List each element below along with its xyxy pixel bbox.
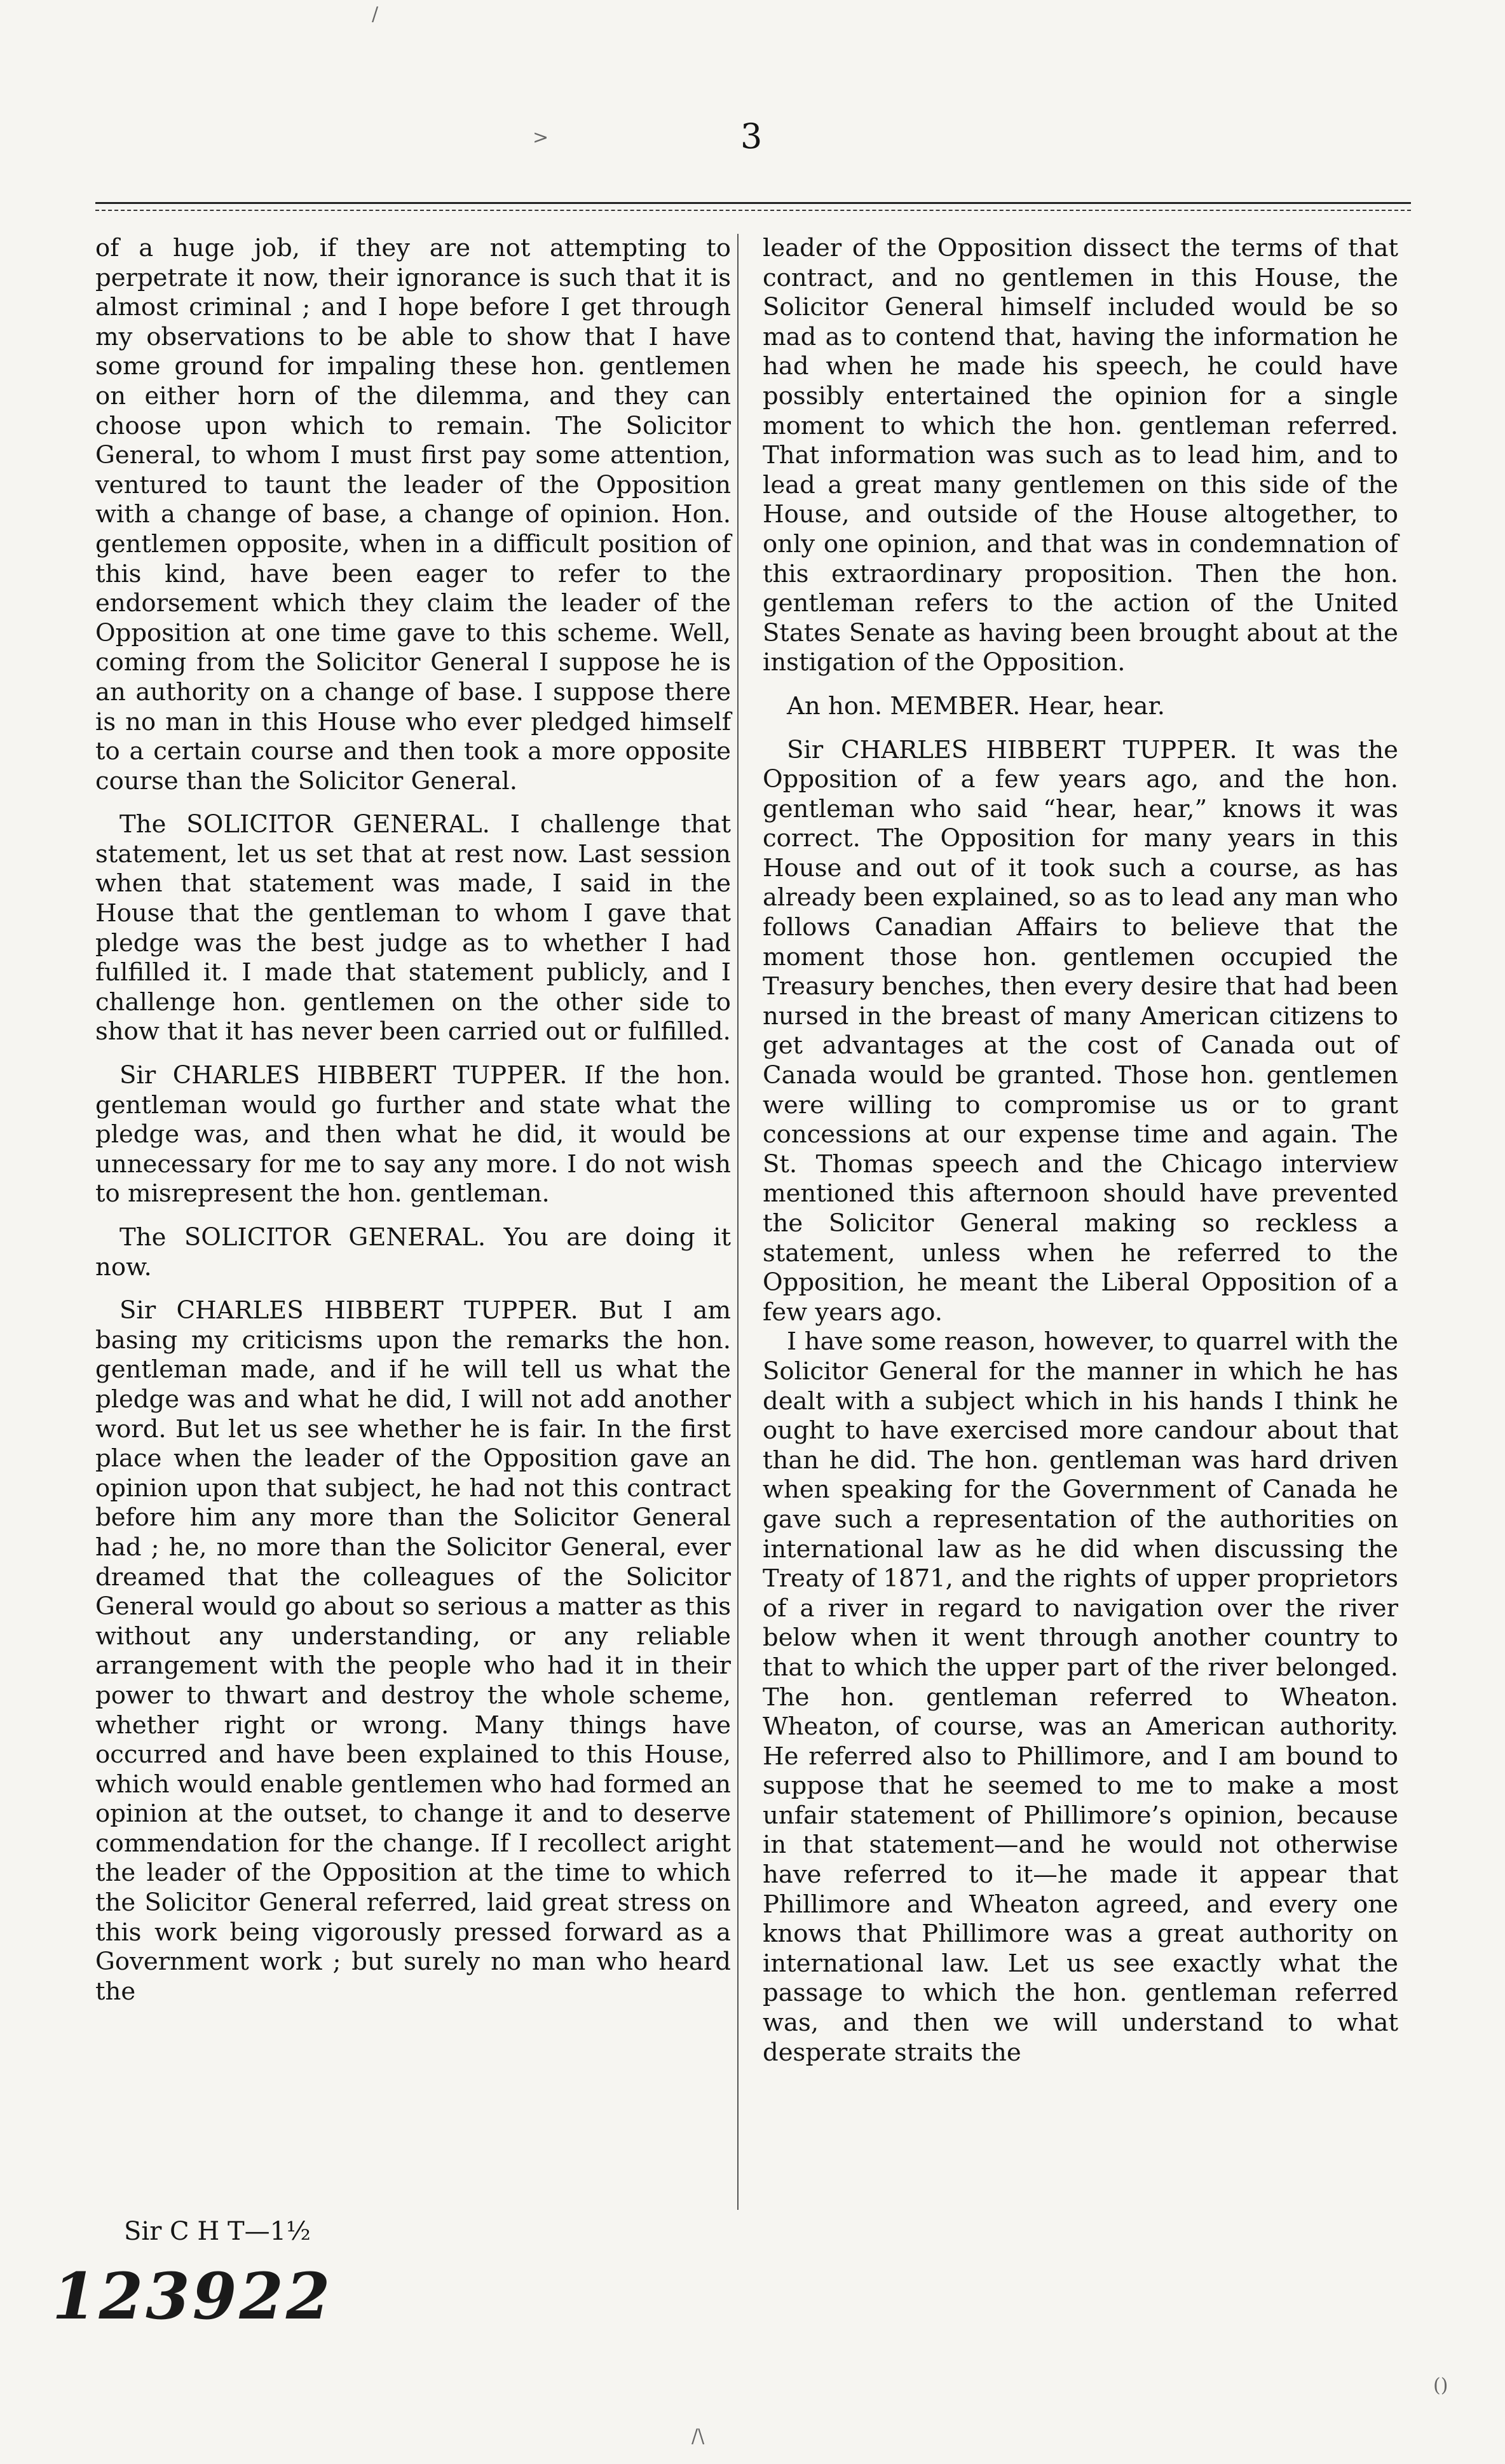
- paragraph: I have some reason, however, to quarrel with the Solicitor General for the manner in which he has dealt with a subject which in his hands I think he ought to have exercised more candour about that than he did. The hon. gentleman was hard driven when speaking for the Government of Canada he gave such a representation of the authorities on international law as he did when discussing the Treaty of 1871, and the rights of upper proprietors of a river in regard to navigation over the river below when it went through another country to that to which the upper part of the river belonged. The hon. gentleman referred to Wheaton. Wheaton, of course, was an American authority. He referred also to Phillimore, and I am bound to suppose that he seemed to me to make a most unfair statement of Phillimore’s opinion, because in that statement—and he would not otherwise have referred to it—he made it appear that Phillimore and Wheaton agreed, and every one knows that Phillimore was a great authority on international law. Let us see exactly what the passage to which the hon. gentleman referred was, and then we will understand to what desperate straits the: [763, 1327, 1398, 2067]
- paragraph: The SOLICITOR GENERAL. You are doing it now.: [95, 1223, 731, 1282]
- paragraph: The SOLICITOR GENERAL. I challenge that statement, let us set that at rest now. Last session when that statement was made, I said in the House that the gentleman to whom I gave that pledge was the best judge as to whether I had fulfilled it. I made that statement publicly, and I challenge hon. gentlemen on the other side to show that it has never been carried out or fulfilled.: [95, 810, 731, 1046]
- header-rule-dashed: [95, 210, 1411, 211]
- scan-mark: /: [372, 3, 379, 25]
- header-rule: [95, 202, 1411, 204]
- paragraph: Sir CHARLES HIBBERT TUPPER. But I am basing my criticisms upon the remarks the hon. gentleman made, and if he will tell us what the pledge was and what he did, I will not add another word. But let us see whether he is fair. In the first place when the leader of the Opposition gave an opinion upon that subject, he had not this contract before him any more than the Solicitor General had ; he, no more than the Solicitor General, ever dreamed that the colleagues of the Solicitor General would go about so serious a matter as this without any understanding, or any reliable arrangement with the people who had it in their power to thwart and destroy the whole scheme, whether right or wrong. Many things have occurred and have been explained to this House, which would enable gentlemen who had formed an opinion at the outset, to change it and to deserve commendation for the change. If I recollect aright the leader of the Opposition at the time to which the Solicitor General referred, laid great stress on this work being vigorously pressed forward as a Government work ; but surely no man who heard the: [95, 1296, 731, 2006]
- signature-mark: Sir C H T—1½: [124, 2217, 311, 2246]
- right-column: [763, 234, 1398, 2068]
- scan-mark: /\: [691, 2425, 705, 2447]
- stamp-number: 123922: [52, 2259, 333, 2334]
- paragraph: leader of the Opposition dissect the terms of that contract, and no gentlemen in this House, the Solicitor General himself included would be so mad as to contend that, having the information he had when he made his speech, he could have possibly entertained the opinion for a single moment to which the hon. gentleman referred. That information was such as to lead him, and to lead a great many gentlemen on this side of the House, and outside of the House altogether, to only one opinion, and that was in condemnation of this extraordinary proposition. Then the hon. gentleman refers to the action of the United States Senate as having been brought about at the instigation of the Opposition.: [763, 234, 1398, 677]
- column-divider: [737, 234, 739, 2210]
- scan-mark: (): [1433, 2374, 1448, 2397]
- paragraph: An hon. MEMBER. Hear, hear.: [787, 691, 1166, 721]
- paragraph: Sir CHARLES HIBBERT TUPPER. It was the Opposition of a few years ago, and the hon. gentleman who said “hear, hear,” knows it was correct. The Opposition for many years in this House and out of it took such a course, as has already been explained, so as to lead any man who follows Canadian Affairs to believe that the moment those hon. gentlemen occupied the Treasury benches, then every desire that had been nursed in the breast of many American citizens to get advantages at the cost of Canada out of Canada would be granted. Those hon. gentlemen were willing to compromise us or to grant concessions at our expense time and again. The St. Thomas speech and the Chicago interview mentioned this afternoon should have prevented the Solicitor General making so reckless a statement, unless when he referred to the Opposition, he meant the Liberal Opposition of a few years ago.: [763, 735, 1398, 1327]
- left-column: [95, 234, 731, 2007]
- scan-mark: >: [533, 126, 549, 149]
- paragraph: of a huge job, if they are not attempting to perpetrate it now, their ignorance is such that it is almost criminal ; and I hope before I get through my observations to be able to show that I have some ground for impaling these hon. gentlemen on either horn of the dilemma, and they can choose upon which to remain. The Solicitor General, to whom I must first pay some attention, ventured to taunt the leader of the Opposition with a change of base, a change of opinion. Hon. gentlemen opposite, when in a difficult position of this kind, have been eager to refer to the endorsement which they claim the leader of the Opposition at one time gave to this scheme. Well, coming from the Solicitor General I suppose he is an authority on a change of base. I suppose there is no man in this House who ever pledged himself to a certain course and then took a more opposite course than the Solicitor General.: [95, 234, 731, 795]
- paragraph: Sir CHARLES HIBBERT TUPPER. If the hon. gentleman would go further and state what the pledge was, and then what he did, it would be unnecessary for me to say any more. I do not wish to misrepresent the hon. gentleman.: [95, 1061, 731, 1208]
- page-number: 3: [740, 116, 763, 156]
